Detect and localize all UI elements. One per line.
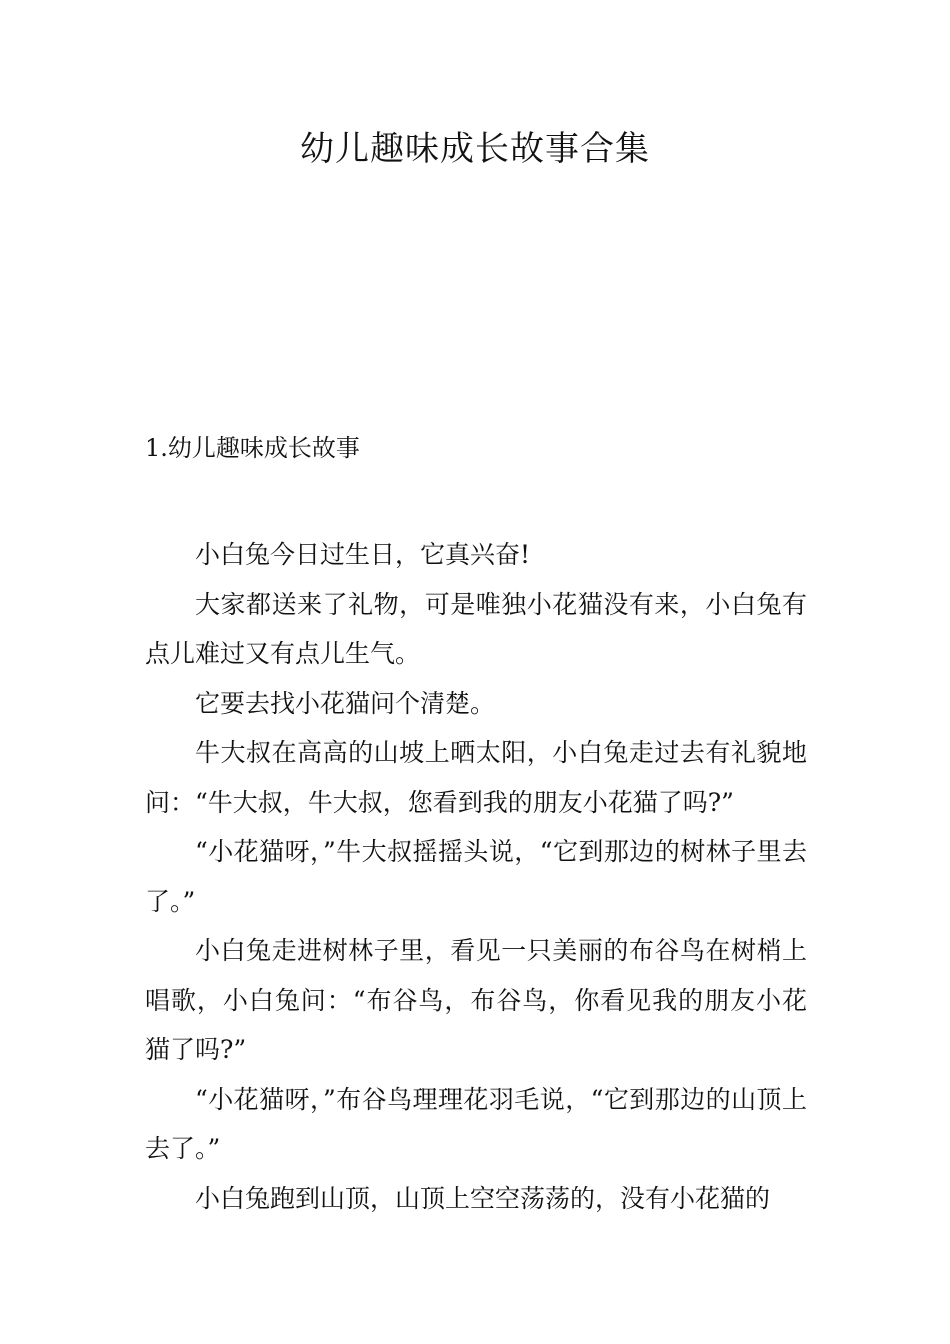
section-heading: 1.幼儿趣味成长故事	[145, 434, 360, 462]
paragraph: “小花猫呀，”布谷鸟理理花羽毛说，“它到那边的山顶上去了。”	[145, 1084, 807, 1163]
paragraph: “小花猫呀，”牛大叔摇摇头说，“它到那边的树林子里去了。”	[145, 837, 807, 916]
story-body	[145, 530, 807, 1223]
paragraph: 小白兔今日过生日，它真兴奋!	[195, 540, 531, 569]
paragraph: 小白兔走进树林子里，看见一只美丽的布谷鸟在树梢上唱歌，小白兔问：“布谷鸟，布谷鸟，你看见我的朋友小花猫了吗?”	[145, 936, 807, 1064]
paragraph: 牛大叔在高高的山坡上晒太阳，小白兔走过去有礼貌地问：“牛大叔，牛大叔，您看到我的朋友小花猫了吗?”	[145, 738, 807, 817]
paragraph: 小白兔跑到山顶，山顶上空空荡荡的，没有小花猫的	[195, 1183, 771, 1213]
paragraph: 它要去找小花猫问个清楚。	[195, 688, 496, 718]
document-title: 幼儿趣味成长故事合集	[300, 129, 650, 169]
paragraph: 大家都送来了礼物，可是唯独小花猫没有来，小白兔有点儿难过又有点儿生气。	[145, 589, 807, 668]
